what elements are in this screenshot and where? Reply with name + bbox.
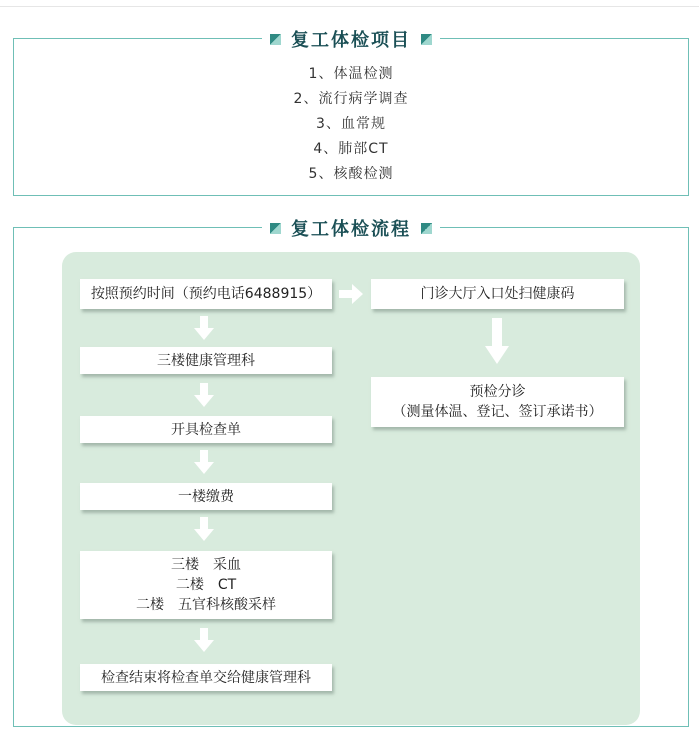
arrow-down-icon xyxy=(194,450,214,474)
step-finish xyxy=(80,664,332,691)
list-item: 1、体温检测 xyxy=(308,66,394,82)
step-scan-code xyxy=(371,279,624,309)
step-order-label: 开具检查单 xyxy=(171,421,241,438)
step-exam-ct: 二楼 CT xyxy=(175,577,237,593)
checkup-items-title: 复工体检项目 xyxy=(291,30,411,51)
step-exam-blood: 三楼 采血 xyxy=(171,557,241,573)
step-precheck-title: 预检分诊 xyxy=(469,384,526,400)
list-item: 3、血常规 xyxy=(316,116,386,132)
step-payment-label: 一楼缴费 xyxy=(178,488,234,505)
step-health-dept xyxy=(80,347,332,374)
arrow-down-icon xyxy=(194,316,214,340)
top-divider xyxy=(0,6,699,7)
checkup-process-header xyxy=(262,215,440,241)
diamond-left-icon xyxy=(270,223,281,234)
checkup-items-list xyxy=(14,62,688,187)
arrow-right-icon xyxy=(339,284,363,304)
diamond-right-icon xyxy=(421,34,432,45)
step-order xyxy=(80,416,332,443)
diamond-right-icon xyxy=(421,223,432,234)
step-appointment-label: 按照预约时间（预约电话6488915） xyxy=(90,286,322,302)
step-precheck-detail: （测量体温、登记、签订承诺书） xyxy=(392,404,603,420)
step-precheck xyxy=(371,377,624,427)
list-item: 4、肺部CT xyxy=(313,141,389,157)
step-scan-code-label: 门诊大厅入口处扫健康码 xyxy=(420,286,575,302)
step-finish-label: 检查结束将检查单交给健康管理科 xyxy=(101,669,311,686)
arrow-down-icon xyxy=(194,517,214,541)
step-appointment xyxy=(80,279,332,309)
step-exams xyxy=(80,551,332,619)
list-item: 2、流行病学调查 xyxy=(293,91,409,107)
step-payment xyxy=(80,483,332,510)
arrow-down-icon xyxy=(485,318,509,364)
arrow-down-icon xyxy=(194,628,214,652)
step-health-dept-label: 三楼健康管理科 xyxy=(157,352,255,369)
checkup-process-title: 复工体检流程 xyxy=(291,219,411,240)
checkup-items-box xyxy=(13,30,689,196)
diamond-left-icon xyxy=(270,34,281,45)
checkup-items-header xyxy=(262,26,440,52)
step-exam-swab: 二楼 五官科核酸采样 xyxy=(136,597,276,613)
arrow-down-icon xyxy=(194,383,214,407)
list-item: 5、核酸检测 xyxy=(308,166,394,182)
